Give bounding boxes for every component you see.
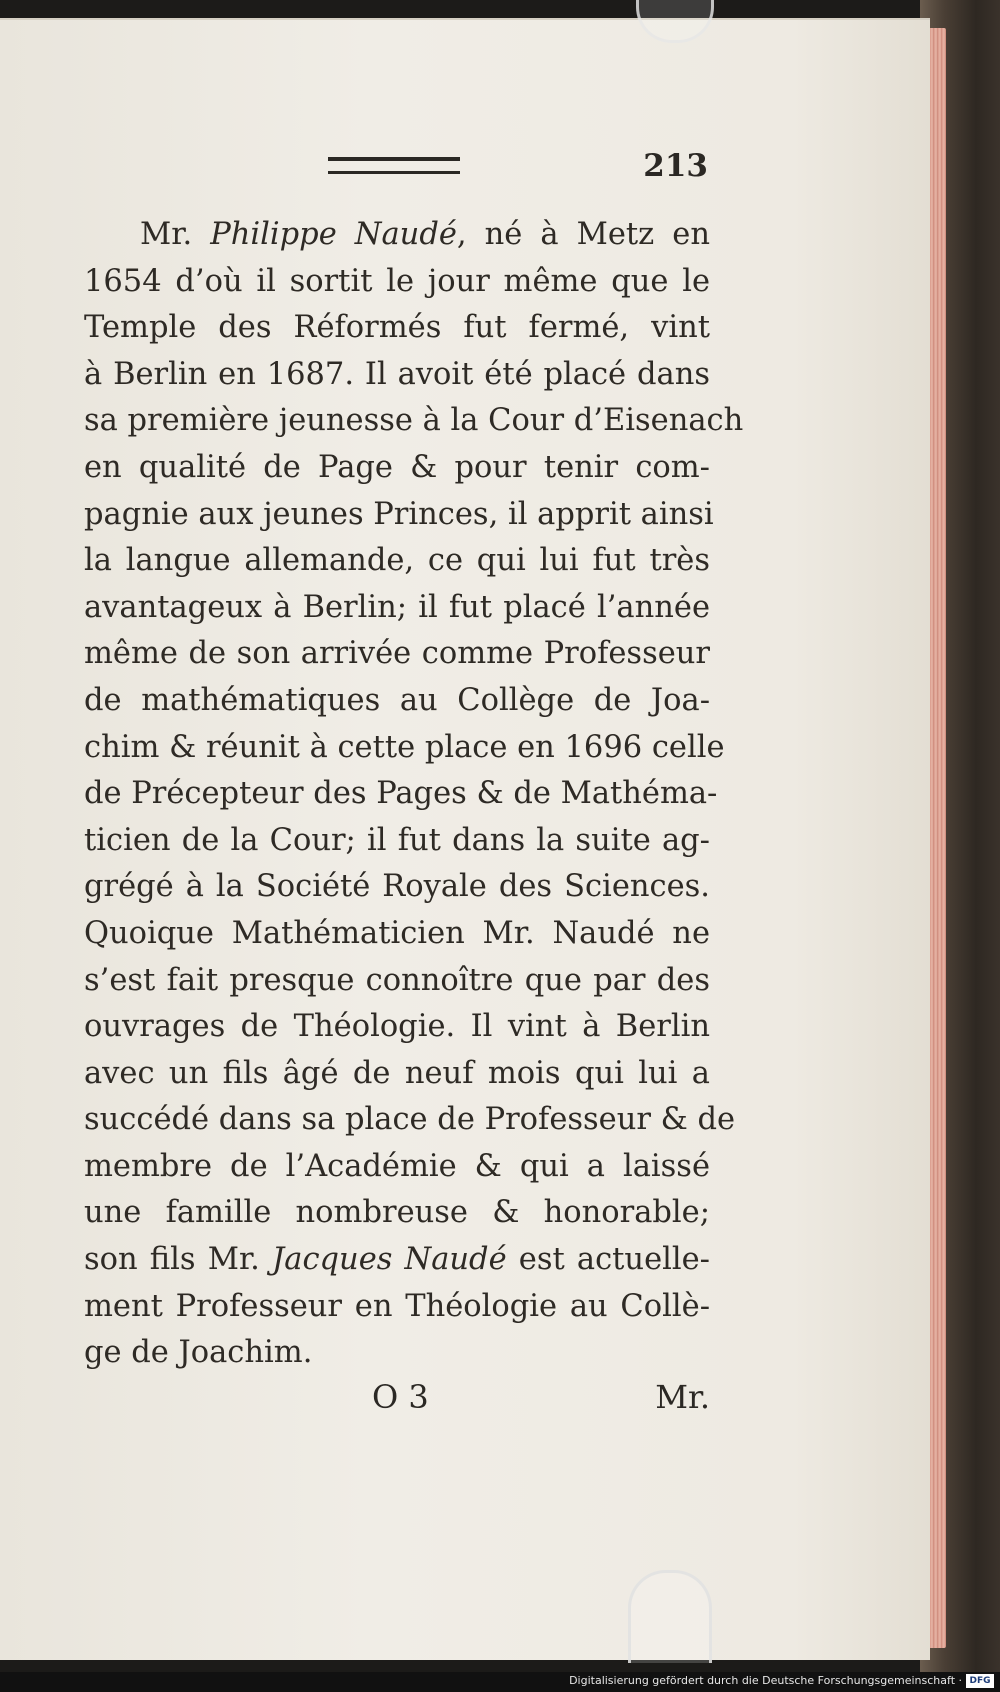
dfg-logo-icon: DFG <box>966 1674 994 1688</box>
page-clip-bottom <box>628 1570 712 1663</box>
text-line: une famille nombreuse & honorable; <box>84 1195 710 1231</box>
text-line: Mr. Philippe Naudé, né à Metz en <box>140 217 711 252</box>
text-line: de Précepteur des Pages & de Mathéma- <box>84 776 718 812</box>
body-text <box>84 212 744 1377</box>
header-rule <box>328 157 460 174</box>
digitization-credit: Digitalisierung gefördert durch die Deutsche Forschungsgemeinschaft · <box>569 1674 962 1687</box>
catchword: Mr. <box>655 1378 710 1416</box>
text-line: grégé à la Société Royale des Sciences. <box>84 869 710 905</box>
text-line: ticien de la Cour; il fut dans la suite ag- <box>84 822 710 858</box>
text-line: la langue allemande, ce qui lui fut très <box>84 543 710 579</box>
text-line: sa première jeunesse à la Cour d’Eisenach <box>84 403 744 439</box>
signature-mark: O 3 <box>372 1378 429 1416</box>
text-line: ment Professeur en Théologie au Collè- <box>84 1288 710 1324</box>
page-number: 213 <box>643 148 708 184</box>
text-line: avec un fils âgé de neuf mois qui lui a <box>84 1055 710 1091</box>
text-line: ge de Joachim. <box>84 1335 313 1371</box>
text-line: Temple des Réformés fut fermé, vint <box>84 310 710 346</box>
text-line: s’est fait presque connoître que par des <box>84 962 710 998</box>
text-line: pagnie aux jeunes Princes, il apprit ainsi <box>84 496 714 532</box>
page-footer <box>84 1378 710 1428</box>
text-line: membre de l’Académie & qui a laissé <box>84 1148 710 1184</box>
text-line: ouvrages de Théologie. Il vint à Berlin <box>84 1009 710 1045</box>
text-line: Quoique Mathématicien Mr. Naudé ne <box>84 915 710 951</box>
text-line: chim & réunit à cette place en 1696 celle <box>84 729 725 765</box>
text-line: succédé dans sa place de Professeur & de <box>84 1102 736 1138</box>
text-line: son fils Mr. Jacques Naudé est actuelle- <box>84 1242 710 1278</box>
text-line: de mathématiques au Collège de Joa- <box>84 682 710 718</box>
text-line: même de son arrivée comme Professeur <box>84 636 710 672</box>
text-line: en qualité de Page & pour tenir com- <box>84 449 710 485</box>
text-line: à Berlin en 1687. Il avoit été placé dans <box>84 356 710 392</box>
text-line: avantageux à Berlin; il fut placé l’année <box>84 589 710 625</box>
text-line: 1654 d’où il sortit le jour même que le <box>84 263 710 299</box>
